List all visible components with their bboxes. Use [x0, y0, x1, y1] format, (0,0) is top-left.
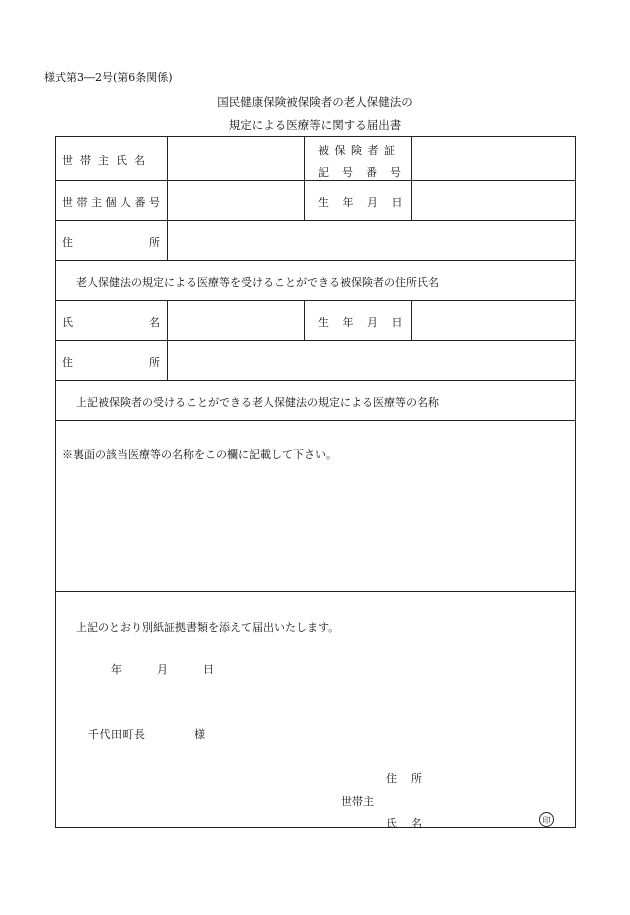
column-divider [304, 300, 305, 340]
label-char: 住 [62, 356, 73, 369]
applicant-address-field[interactable] [430, 764, 560, 784]
applicant-address-char-a: 住 [386, 772, 397, 785]
applicant-name-char-b: 名 [411, 817, 422, 830]
column-divider [304, 136, 305, 220]
row-divider [55, 380, 576, 381]
householder-birthdate-field[interactable] [412, 181, 575, 220]
honorific-label: 様 [194, 728, 205, 741]
medical-section-heading: 上記被保険者の受けることができる老人保健法の規定による医療等の名称 [76, 396, 439, 409]
householder-name-label: 世帯主氏名 [62, 154, 152, 167]
medical-names-field[interactable] [56, 462, 575, 590]
insured-name-field[interactable] [168, 301, 304, 340]
insured-card-number-field[interactable] [412, 137, 575, 180]
insured-birthdate-label: 生年月日 [318, 316, 416, 329]
year-label: 年 [111, 663, 122, 676]
insured-card-label-line1: 被保険者証 [318, 144, 401, 157]
householder-address-label [62, 234, 160, 250]
householder-address-field[interactable] [168, 221, 575, 260]
label-char: 住 [62, 236, 73, 249]
medical-note: ※裏面の該当医療等の名称をこの欄に記載して下さい。 [62, 448, 337, 461]
declaration-statement: 上記のとおり別紙証拠書類を添えて届出いたします。 [76, 621, 340, 634]
insured-address-field[interactable] [168, 341, 575, 380]
householder-id-field[interactable] [168, 181, 304, 220]
label-char: 所 [149, 236, 160, 249]
row-divider [55, 591, 576, 592]
label-char: 名 [149, 316, 160, 329]
applicant-address-char-b: 所 [411, 772, 422, 785]
householder-birthdate-label: 生年月日 [318, 196, 416, 209]
insured-name-label [62, 314, 160, 330]
day-label: 日 [203, 663, 214, 676]
recipient-label: 千代田町長 [88, 728, 146, 741]
form-title-line1: 国民健康保険被保険者の老人保健法の [217, 95, 413, 109]
insured-address-label [62, 354, 160, 370]
row-divider [55, 420, 576, 421]
insured-section-heading: 老人保健法の規定による医療等を受けることができる被保険者の住所氏名 [76, 276, 439, 289]
applicant-name-field[interactable] [430, 809, 535, 829]
applicant-name-char-a: 氏 [386, 817, 397, 830]
month-label: 月 [157, 663, 168, 676]
form-number: 様式第3―2号(第6条関係) [44, 71, 173, 84]
seal-mark: 印 [539, 812, 554, 827]
label-char: 所 [149, 356, 160, 369]
row-divider [55, 260, 576, 261]
householder-id-label: 世帯主個人番号 [62, 196, 164, 209]
insured-card-label-line2: 記号番号 [318, 166, 414, 179]
householder-name-field[interactable] [168, 137, 304, 180]
form-title-line2: 規定による医療等に関する届出書 [228, 118, 402, 132]
label-char: 氏 [62, 316, 73, 329]
householder-label: 世帯主 [341, 795, 374, 808]
insured-birthdate-field[interactable] [412, 301, 575, 340]
